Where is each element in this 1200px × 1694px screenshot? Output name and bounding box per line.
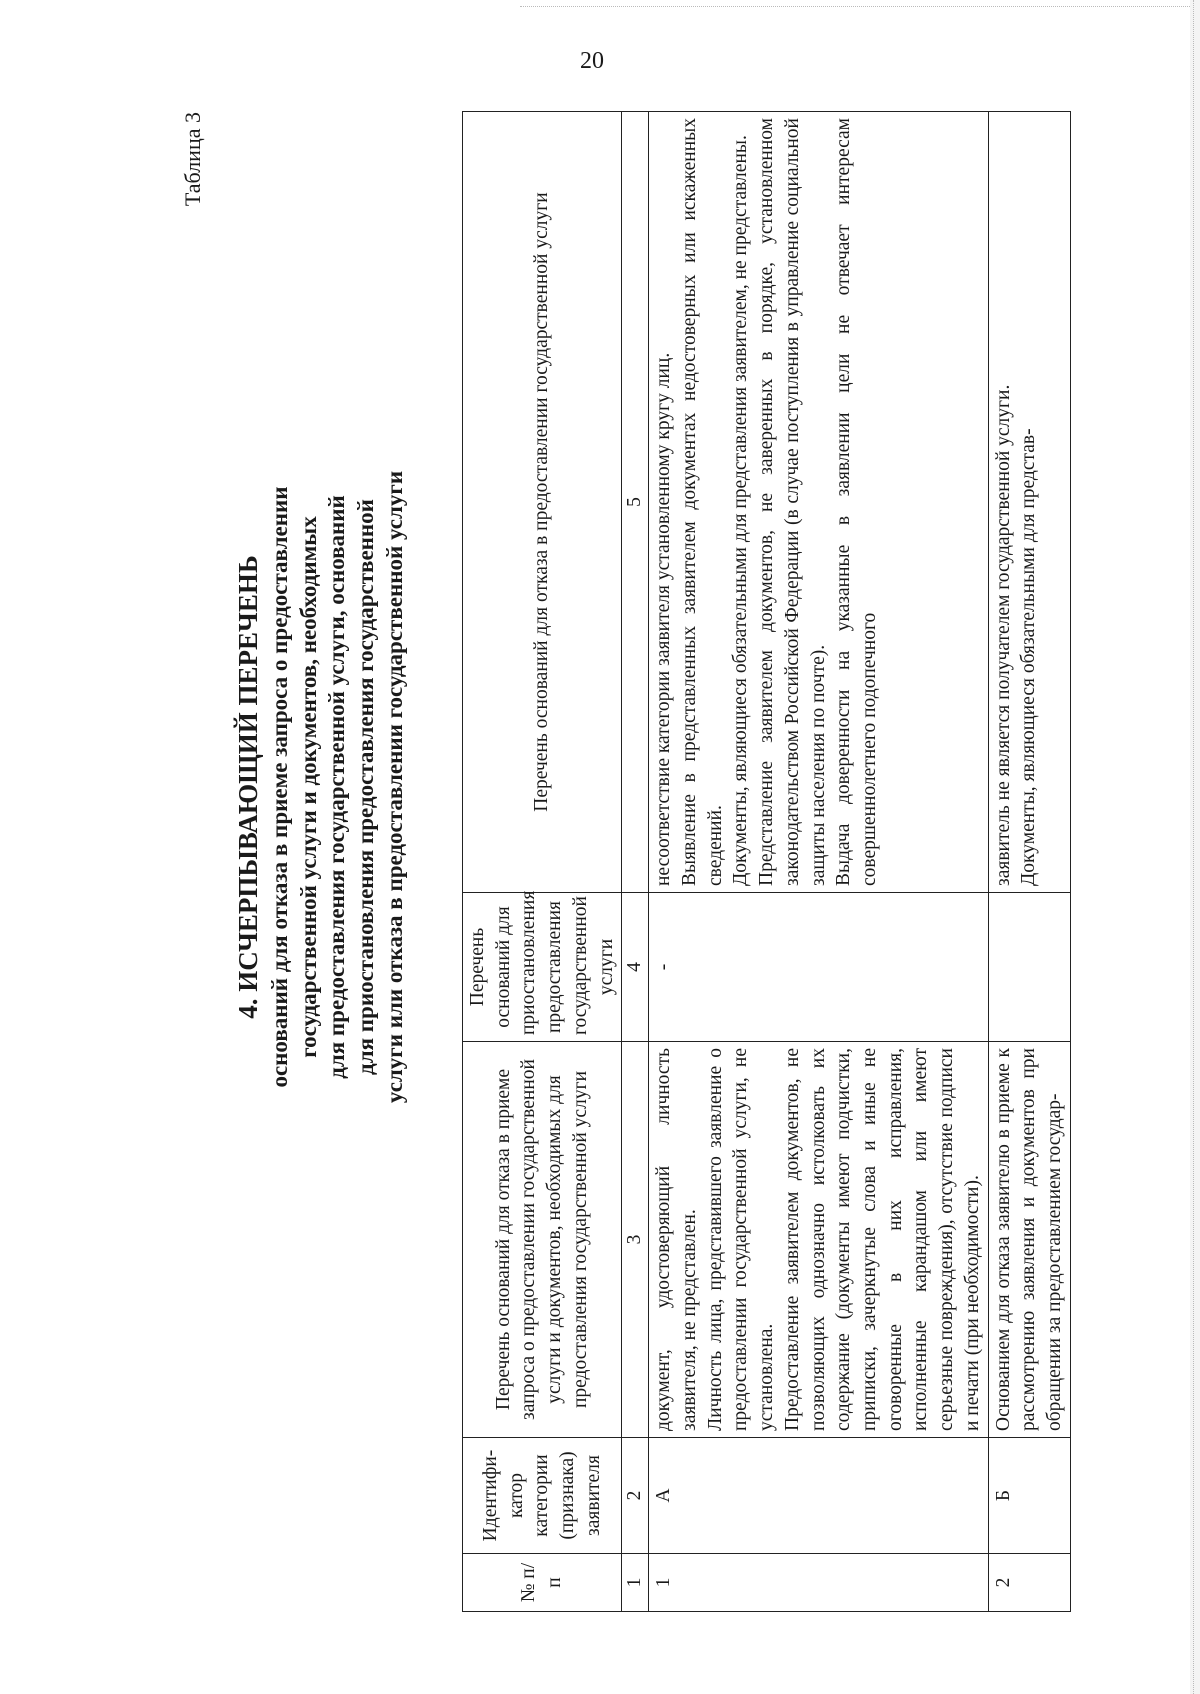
refuse-cell — [988, 112, 1070, 893]
column-number: 4 — [622, 893, 649, 1042]
refuse-cell — [649, 112, 989, 893]
reason-item: Предоставление заявителем документов, не позволяющих однозначно истолковать их содержание (документы имеют подчистки, приписки, зачеркнутые слова и иные не оговоренные в них исправления, исполненные карандашом или имеют серьезные повреждения), отсутствие подписи и печати (при необходимости). — [781, 1048, 983, 1431]
suspend-cell — [988, 893, 1070, 1042]
suspend-cell: - — [649, 893, 989, 1042]
heading-line: оснований для отказа в приеме запроса о предоставлении — [266, 486, 292, 1088]
reason-item: Личность лица, представившего заявление о предоставлении государственной услуги, не установлена. — [704, 1048, 778, 1431]
column-number: 3 — [622, 1042, 649, 1438]
row-number: 2 — [988, 1554, 1070, 1612]
reason-item: заявитель не является получателем государственной услуги. — [992, 384, 1014, 886]
reason-item: Выдача доверенности на указанные в заявлении цели не отвечает интересам совершеннолетнего подопечного — [833, 118, 881, 886]
table-caption: Таблица 3 — [180, 112, 205, 207]
page-edge-top — [520, 0, 1200, 7]
table-header-row — [463, 112, 622, 1612]
category-id: Б — [988, 1438, 1070, 1554]
reason-item: Документы, являющиеся обязательными для представления заявителем, не представлены. — [730, 135, 752, 886]
column-number: 2 — [622, 1438, 649, 1554]
table-row — [988, 112, 1070, 1612]
reasons-table — [462, 111, 1071, 1612]
column-number: 1 — [622, 1554, 649, 1612]
table-row — [649, 112, 989, 1612]
header-suspend: Перечень оснований для приостановления предоставления государственной услуги — [463, 893, 622, 1042]
column-number: 5 — [622, 112, 649, 893]
header-refuse: Перечень оснований для отказа в предоставлении государственной услуги — [463, 112, 622, 893]
rotated-content — [180, 112, 1200, 1612]
reason-item: Документы, являющиеся обязательными для представ- — [1018, 428, 1040, 886]
row-number: 1 — [649, 1554, 989, 1612]
reason-item: несоответствие категории заявителя установленному кругу лиц. — [653, 352, 675, 886]
page-number: 20 — [580, 48, 604, 74]
header-reject-request: Перечень оснований для отказа в приеме запроса о предоставлении государственной услуги и документов, необходимых для предоставления государственной услуги — [463, 1042, 622, 1438]
reason-item: документ, удостоверяющий личность заявителя, не представлен. — [653, 1048, 700, 1431]
heading-line: услуги или отказа в предоставлении государственной услуги — [381, 470, 407, 1104]
heading-line: для приостановления предоставления государственной — [353, 499, 378, 1075]
header-number: № п/п — [463, 1554, 622, 1612]
reason-item: Основанием для отказа заявителю в приеме к рассмотрению заявления и документов при обращении за предоставлением государ- — [992, 1048, 1066, 1431]
heading-line: государственной услуги и документов, необходимых — [295, 516, 321, 1058]
section-heading — [232, 112, 410, 1462]
reject-request-cell — [988, 1042, 1070, 1438]
heading-line: для предоставления государственной услуги, оснований — [324, 495, 350, 1079]
column-number-row — [622, 112, 649, 1612]
reason-item: Выявление в представленных заявителем документах недостоверных или искаженных сведений. — [678, 118, 726, 886]
reject-request-cell — [649, 1042, 989, 1438]
header-category: Идентифи-катор категории (признака) заявителя — [463, 1438, 622, 1554]
section-title: 4. ИСЧЕРПЫВАЮЩИЙ ПЕРЕЧЕНЬ — [233, 555, 263, 1019]
reason-item: Представление заявителем документов, не заверенных в порядке, установленном законодательством Российской Федерации (в случае поступления в управление социальной защиты населения по почте). — [756, 118, 829, 886]
category-id: А — [649, 1438, 989, 1554]
